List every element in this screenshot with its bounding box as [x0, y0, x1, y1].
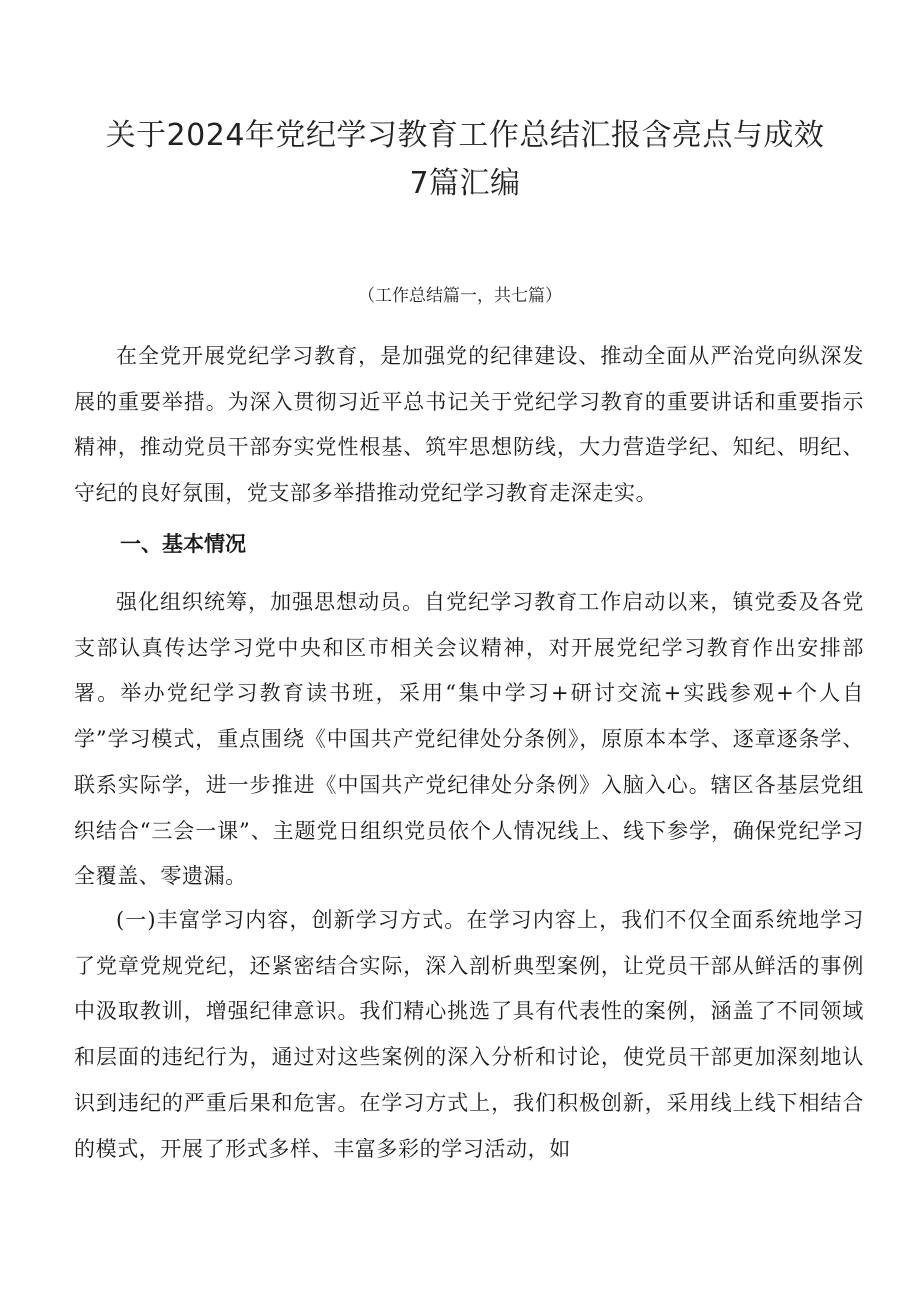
section-heading-basic-situation: 一、基本情况	[120, 532, 246, 556]
document-title: 关于2024年党纪学习教育工作总结汇报含亮点与成效7篇汇编	[105, 118, 825, 201]
document-subtitle: （工作总结篇一，共七篇）	[358, 286, 562, 306]
item-paragraph: (一)丰富学习内容，创新学习方式。在学习内容上，我们不仅全面系统地学习了党章党规党纪，还紧密结合实际，深入剖析典型案例，让党员干部从鲜活的事例中汲取教训，增强纪律意识。我们精心挑选了具有代表性的案例，涵盖了不同领域和层面的违纪行为，通过对这些案例的深入分析和讨论，使党员干部更加深刻地认识到违纪的严重后果和危害。在学习方式上，我们积极创新，采用线上线下相结合的模式，开展了形式多样、丰富多彩的学习活动，如	[74, 908, 864, 1161]
section-paragraph: 强化组织统筹，加强思想动员。自党纪学习教育工作启动以来，镇党委及各党支部认真传达学习党中央和区市相关会议精神，对开展党纪学习教育作出安排部署。举办党纪学习教育读书班，采用“集中学习+研讨交流+实践参观+个人自学”学习模式，重点围绕《中国共产党纪律处分条例》，原原本本学、逐章逐条学、联系实际学，进一步推进《中国共产党纪律处分条例》入脑入心。辖区各基层党组织结合“三会一课”、主题党日组织党员依个人情况线上、线下参学，确保党纪学习全覆盖、零遗漏。	[74, 590, 864, 889]
intro-paragraph: 在全党开展党纪学习教育，是加强党的纪律建设、推动全面从严治党向纵深发展的重要举措。为深入贯彻习近平总书记关于党纪学习教育的重要讲话和重要指示精神，推动党员干部夯实党性根基、筑牢思想防线，大力营造学纪、知纪、明纪、守纪的良好氛围，党支部多举措推动党纪学习教育走深走实。	[74, 344, 864, 506]
